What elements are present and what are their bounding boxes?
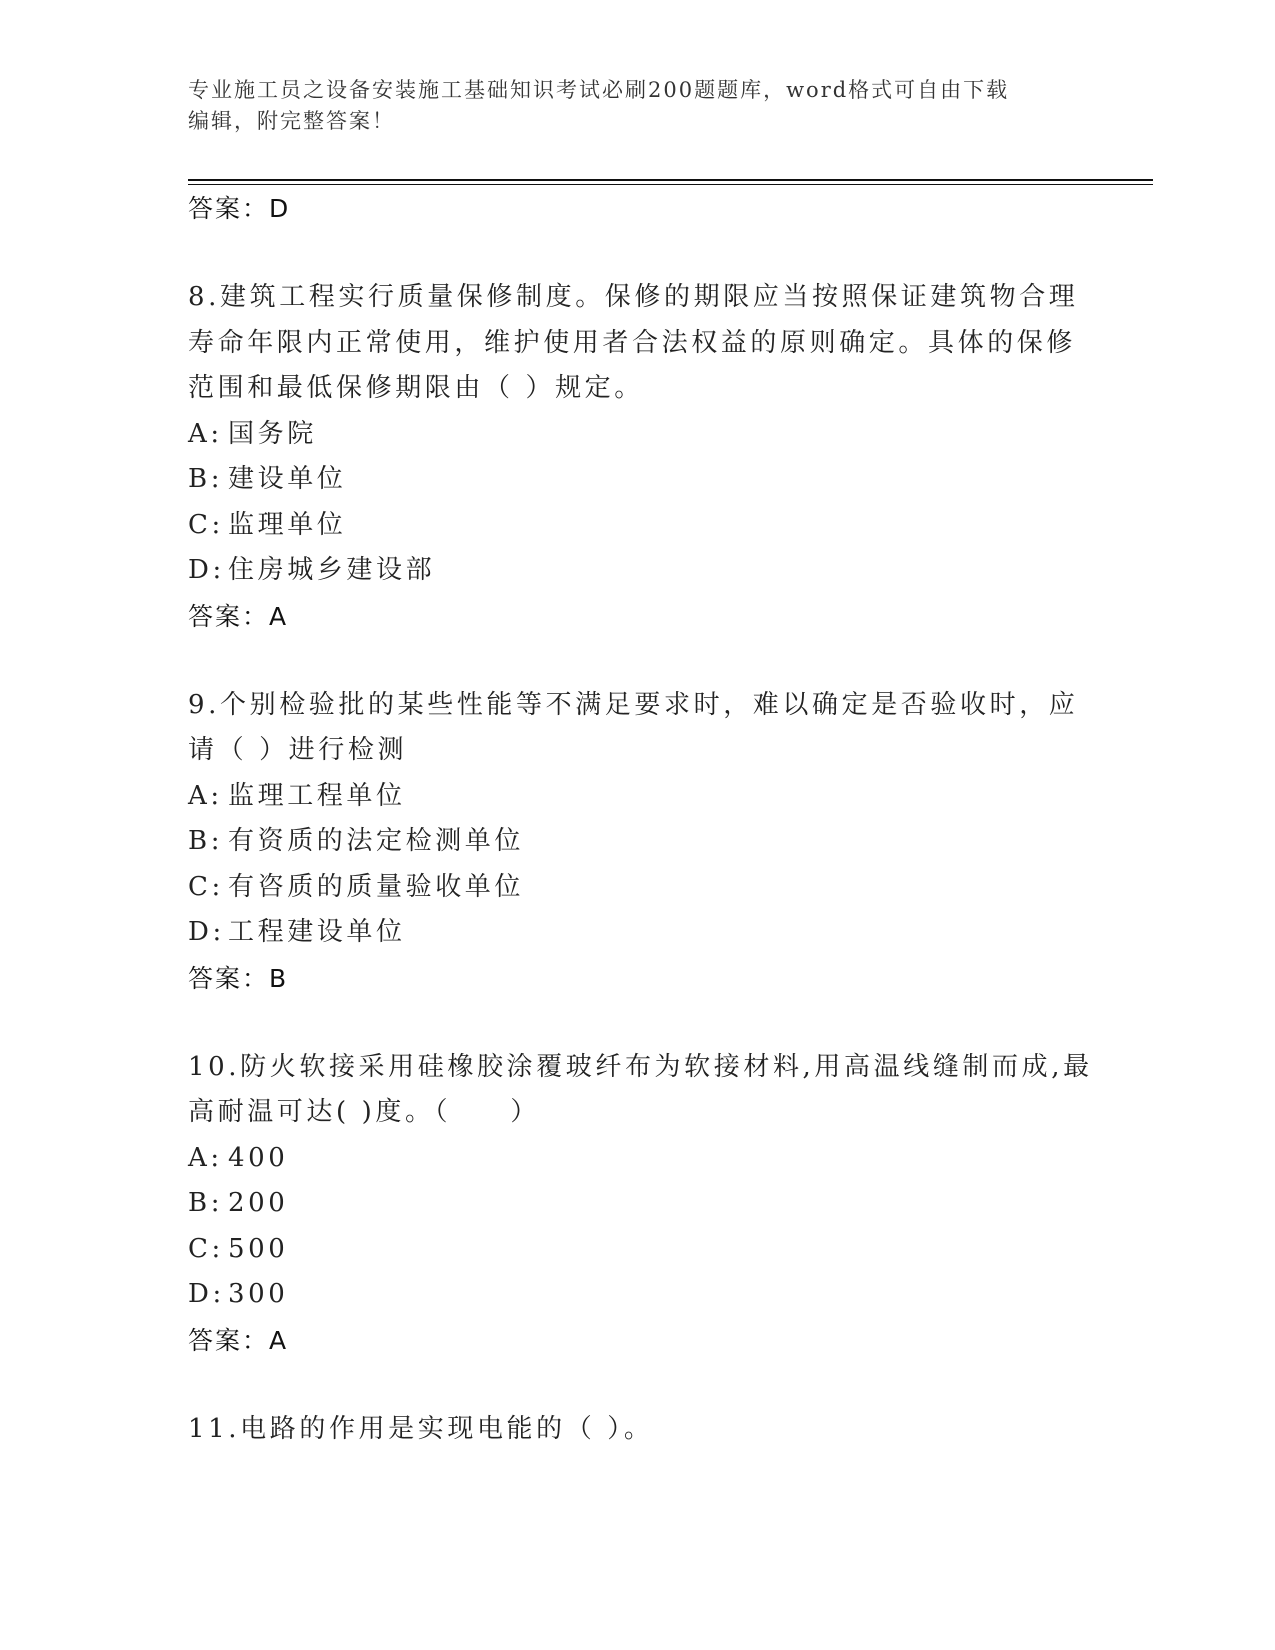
option-text: 200 [228, 1188, 289, 1218]
question-11 [188, 1407, 1088, 1453]
option-a [188, 774, 1088, 820]
question-stem-line: 寿命年限内正常使用，维护使用者合法权益的原则确定。具体的保修 [188, 327, 1077, 358]
answer-label: 答案： [188, 601, 270, 631]
option-letter: D: [188, 555, 225, 585]
option-text: 监理单位 [228, 509, 347, 540]
option-letter: B: [188, 826, 224, 856]
answer-label: 答案： [188, 194, 270, 223]
answer-value: D [269, 194, 291, 223]
answer-value: B [269, 963, 289, 993]
option-d [188, 548, 1088, 594]
option-letter: C: [188, 509, 224, 540]
question-9 [188, 683, 1088, 1001]
question-10 [188, 1045, 1093, 1363]
option-letter: C: [188, 871, 224, 902]
option-text: 400 [228, 1142, 289, 1173]
option-b [188, 1181, 1088, 1227]
option-a [188, 412, 1088, 458]
option-letter: A: [188, 418, 223, 449]
option-text: 有资质的法定检测单位 [228, 826, 525, 856]
question-8 [188, 275, 1088, 639]
option-b [188, 457, 1088, 503]
option-text: 国务院 [228, 418, 317, 449]
option-letter: B: [188, 464, 224, 494]
question-stem-line: 10.防火软接采用硅橡胶涂覆玻纤布为软接材料,用高温线缝制而成,最 [188, 1051, 1093, 1082]
question-stem-line: 11.电路的作用是实现电能的（ ）。 [188, 1413, 654, 1444]
option-b [188, 819, 1088, 865]
header-line-2: 编辑，附完整答案！ [188, 109, 395, 133]
answer-line [188, 594, 1088, 639]
option-text: 有咨质的质量验收单位 [228, 871, 525, 902]
option-letter: A: [188, 1142, 223, 1173]
question-stem-line: 请（ ）进行检测 [188, 735, 408, 765]
option-c [188, 865, 1088, 911]
header-divider-thick [188, 179, 1153, 181]
option-letter: D: [188, 917, 225, 947]
answer-label: 答案： [188, 963, 270, 993]
option-text: 500 [228, 1233, 289, 1264]
option-letter: B: [188, 1188, 224, 1218]
header-line-1: 专业施工员之设备安装施工基础知识考试必刷200题题库，word格式可自由下载 [188, 78, 1010, 102]
header-divider-thin [188, 184, 1153, 185]
option-text: 建设单位 [228, 464, 347, 494]
answer-value: A [269, 601, 289, 631]
answer-line [188, 186, 1088, 231]
document-body [188, 186, 1093, 1452]
option-letter: D: [188, 1279, 225, 1309]
option-c [188, 503, 1088, 549]
option-c [188, 1227, 1088, 1273]
question-stem-line: 高耐温可达( )度。（ ） [188, 1097, 540, 1127]
option-text: 住房城乡建设部 [228, 555, 436, 585]
option-text: 监理工程单位 [228, 780, 406, 811]
question-stem-line: 9.个别检验批的某些性能等不满足要求时，难以确定是否验收时，应 [188, 689, 1079, 720]
option-d [188, 910, 1088, 956]
answer-label: 答案： [188, 1325, 270, 1355]
option-a [188, 1136, 1088, 1182]
option-letter: C: [188, 1233, 224, 1264]
question-stem-line: 范围和最低保修期限由（ ）规定。 [188, 373, 644, 403]
option-letter: A: [188, 780, 223, 811]
document-header [188, 75, 1088, 137]
answer-value: A [269, 1325, 289, 1355]
option-d [188, 1272, 1088, 1318]
question-stem-line: 8.建筑工程实行质量保修制度。保修的期限应当按照保证建筑物合理 [188, 282, 1079, 312]
option-text: 工程建设单位 [228, 917, 406, 947]
answer-line [188, 956, 1088, 1001]
answer-line [188, 1318, 1088, 1363]
option-text: 300 [228, 1279, 289, 1309]
